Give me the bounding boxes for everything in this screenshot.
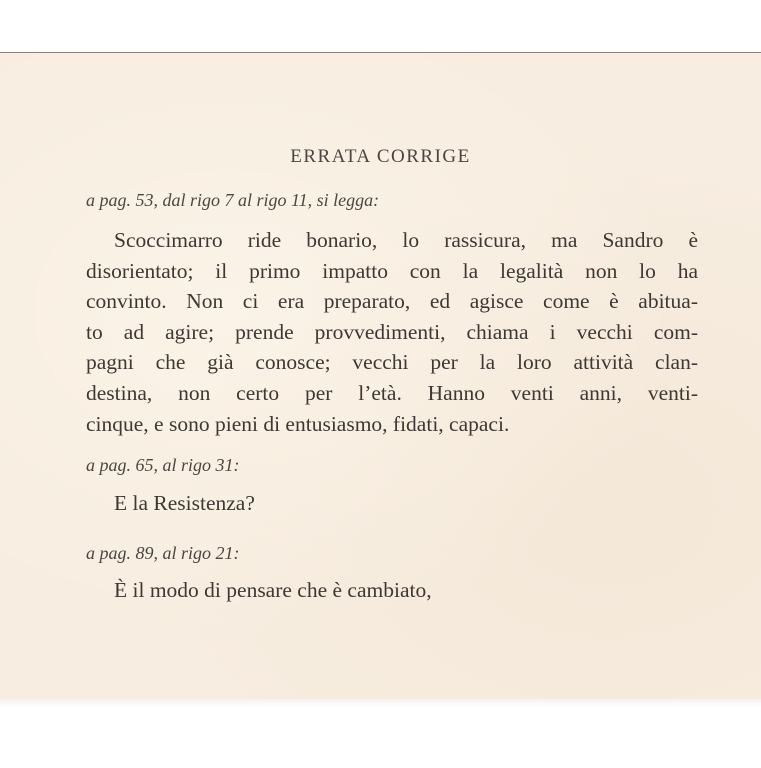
correction-reference-2: a pag. 65, al rigo 31:	[86, 455, 240, 475]
correction-reference-1: a pag. 53, dal rigo 7 al rigo 11, si legga:	[86, 190, 380, 210]
correction-reference-3: a pag. 89, al rigo 21:	[86, 543, 240, 563]
correction-text-1	[86, 225, 698, 439]
card-bottom-edge	[0, 699, 761, 707]
correction-line: destina, non certo per l’età. Hanno venti anni, venti-	[86, 380, 698, 405]
correction-line: cinque, e sono pieni di entusiasmo, fidati, capaci.	[86, 411, 510, 436]
correction-line: pagni che già conosce; vecchi per la loro attività clan-	[86, 350, 698, 375]
correction-line: disorientato; il primo impatto con la legalità non lo ha	[86, 258, 698, 283]
correction-text-3: È il modo di pensare che è cambiato,	[114, 578, 432, 602]
correction-line: convinto. Non ci era preparato, ed agisce come è abitua-	[86, 289, 698, 314]
correction-line: to ad agire; prende provvedimenti, chiama i vecchi com-	[86, 319, 698, 344]
errata-title: ERRATA CORRIGE	[290, 146, 471, 167]
errata-card	[0, 52, 761, 700]
correction-text-2: E la Resistenza?	[114, 491, 255, 515]
correction-line: Scoccimarro ride bonario, lo rassicura, ma Sandro è	[114, 228, 698, 252]
